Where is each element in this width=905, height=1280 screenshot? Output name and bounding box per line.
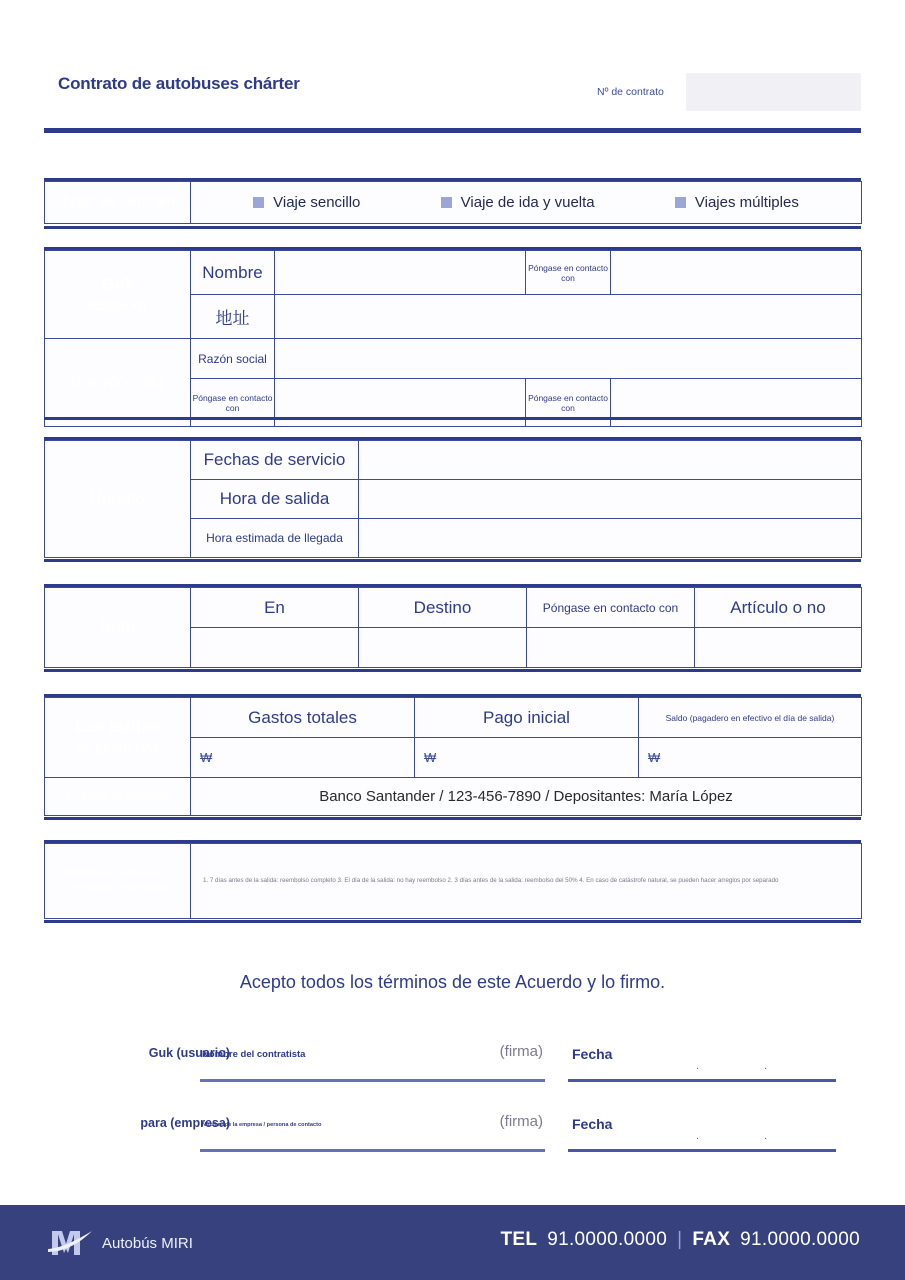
miri-logo-icon <box>48 1225 94 1261</box>
checkbox-icon[interactable] <box>675 197 686 208</box>
parties-block <box>44 247 861 427</box>
header-divider <box>44 128 861 133</box>
signature-name-label-company: Nombre de la empresa / persona de contacto <box>202 1122 322 1128</box>
field-label-direccion: 地址 <box>191 295 275 339</box>
route-value-articulo[interactable] <box>695 628 862 668</box>
signature-row-company <box>44 1100 861 1170</box>
fees-table <box>44 697 862 816</box>
route-value-destino[interactable] <box>359 628 527 668</box>
date-separator-1: . <box>696 1060 700 1072</box>
signature-date-label-user: Fecha <box>572 1046 613 1062</box>
block-bottom-rule <box>44 817 861 820</box>
contract-number-label: Nº de contrato <box>597 86 664 98</box>
signature-name-field-user[interactable] <box>200 1038 545 1082</box>
signature-date-field-company[interactable] <box>568 1108 836 1152</box>
option-viaje-sencillo[interactable] <box>253 194 360 211</box>
schedule-block <box>44 437 861 558</box>
field-label-contacto-carrier-2: Póngase en contacto con <box>526 379 611 427</box>
agreement-statement: Acepto todos los términos de este Acuerdo y lo firmo. <box>239 972 666 992</box>
checkbox-icon[interactable] <box>441 197 452 208</box>
route-header-en: En <box>191 588 359 628</box>
block-top-rule <box>44 437 861 440</box>
signature-name-label-user: Nombre del contratista <box>202 1049 306 1060</box>
tel-value: 91.0000.0000 <box>547 1229 668 1250</box>
schedule-label: Horario <box>45 441 191 558</box>
route-header-contacto: Póngase en contacto con <box>527 588 695 628</box>
contract-types-table <box>44 181 862 224</box>
party-carrier-label <box>45 339 191 427</box>
document-header <box>44 60 861 138</box>
party-carrier-label-text: (transportista) <box>71 373 164 391</box>
checkbox-icon[interactable] <box>253 197 264 208</box>
policy-label <box>45 844 191 919</box>
party-user-label-main: Guk <box>100 273 135 293</box>
route-label: Ruta <box>45 588 191 668</box>
fax-label: FAX <box>692 1229 731 1250</box>
fax-value: 91.0000.0000 <box>740 1229 860 1250</box>
contact-separator: | <box>677 1229 683 1250</box>
schedule-table <box>44 440 862 558</box>
field-label-razon-social: Razón social <box>191 339 275 379</box>
signature-name-field-company[interactable] <box>200 1108 545 1152</box>
field-value-hora-salida[interactable] <box>359 480 862 519</box>
signature-role-user: Guk (usuario) <box>148 1046 230 1060</box>
route-table <box>44 587 862 668</box>
signature-hint-user: (firma) <box>499 1043 543 1060</box>
signature-role-company: para (empresa) <box>140 1116 230 1130</box>
fees-header-gastos: Gastos totales <box>191 698 415 738</box>
field-value-fechas-servicio[interactable] <box>359 441 862 480</box>
currency-symbol: ₩ <box>200 750 213 765</box>
block-bottom-rule <box>44 559 861 562</box>
signature-date-field-user[interactable] <box>568 1038 836 1082</box>
option-label: Viajes múltiples <box>694 194 799 211</box>
fees-block <box>44 694 861 816</box>
party-user-label-sub: (usuario) <box>87 296 148 314</box>
policy-label-line1: Política de cancelación y <box>65 867 170 879</box>
signature-area <box>44 1030 861 1170</box>
route-block <box>44 584 861 668</box>
route-value-contacto[interactable] <box>527 628 695 668</box>
block-top-rule <box>44 178 861 181</box>
block-top-rule <box>44 840 861 843</box>
page-title: Contrato de autobuses chárter <box>58 74 300 93</box>
brand-name: Autobús MIRI <box>102 1234 193 1252</box>
signature-hint-company: (firma) <box>499 1113 543 1130</box>
currency-symbol: ₩ <box>648 750 661 765</box>
fees-header-pago-inicial: Pago inicial <box>415 698 639 738</box>
block-bottom-rule <box>44 669 861 672</box>
fees-value-saldo[interactable] <box>639 738 862 778</box>
date-separator-2: . <box>764 1060 768 1072</box>
contract-number-input[interactable] <box>686 73 861 111</box>
policy-text: 1. 7 días antes de la salida: reembolso completo 3. El día de la salida: no hay reembolso 2. 3 días antes de la salida: reembolso del 50% 4. En caso de catástrofe natural, se pueden hacer arreglos por separado <box>203 877 779 885</box>
signature-date-label-company: Fecha <box>572 1116 613 1132</box>
option-label: Viaje de ida y vuelta <box>460 194 595 211</box>
block-bottom-rule <box>44 226 861 229</box>
route-value-en[interactable] <box>191 628 359 668</box>
field-value-contacto-user[interactable] <box>611 251 862 295</box>
field-label-hora-salida: Hora de salida <box>191 480 359 519</box>
contract-types-label: Tipos de contrato <box>45 182 191 224</box>
deposit-accounts-label: Cuentas de depósito <box>45 778 191 816</box>
date-separator-1: . <box>696 1130 700 1142</box>
block-top-rule <box>44 247 861 250</box>
contract-types-options <box>191 182 862 224</box>
fees-value-pago-inicial[interactable] <box>415 738 639 778</box>
option-label: Viaje sencillo <box>273 194 361 211</box>
block-top-rule <box>44 584 861 587</box>
tel-label: TEL <box>500 1229 538 1250</box>
block-bottom-rule <box>44 417 861 420</box>
currency-symbol: ₩ <box>424 750 437 765</box>
contract-types-block <box>44 178 861 224</box>
option-viaje-ida-y-vuelta[interactable] <box>441 194 595 211</box>
field-value-direccion[interactable] <box>275 295 862 339</box>
party-user-label <box>45 251 191 339</box>
route-header-destino: Destino <box>359 588 527 628</box>
policy-block <box>44 840 861 919</box>
fees-label <box>45 698 191 778</box>
field-label-hora-llegada: Hora estimada de llegada <box>191 519 359 558</box>
page-footer <box>0 1205 905 1280</box>
date-separator-2: . <box>764 1130 768 1142</box>
fees-header-saldo: Saldo (pagadero en efectivo el día de salida) <box>639 698 862 738</box>
policy-table <box>44 843 862 919</box>
policy-text-cell <box>191 844 862 919</box>
block-bottom-rule <box>44 920 861 923</box>
field-value-nombre[interactable] <box>275 251 526 295</box>
parties-table <box>44 250 862 427</box>
field-label-contacto-user: Póngase en contacto con <box>526 251 611 295</box>
fees-value-gastos[interactable] <box>191 738 415 778</box>
signature-row-user <box>44 1030 861 1100</box>
field-label-nombre: Nombre <box>191 251 275 295</box>
field-label-contacto-carrier-1: Póngase en contacto con <box>191 379 275 427</box>
field-value-razon-social[interactable] <box>275 339 862 379</box>
fees-label-main: Las tarifas <box>74 716 161 736</box>
option-viajes-multiples[interactable] <box>675 194 799 211</box>
fees-label-sub: incluyen IVA <box>76 739 159 757</box>
route-header-articulo: Artículo o no <box>695 588 862 628</box>
block-top-rule <box>44 694 861 697</box>
field-label-fechas-servicio: Fechas de servicio <box>191 441 359 480</box>
deposit-accounts-value[interactable]: Banco Santander / 123-456-7890 / Depositantes: María López <box>191 778 862 816</box>
field-value-hora-llegada[interactable] <box>359 519 862 558</box>
footer-contact <box>500 1229 860 1251</box>
brand-logo <box>48 1225 193 1261</box>
policy-label-line2: reembolso de contratos <box>67 882 168 893</box>
